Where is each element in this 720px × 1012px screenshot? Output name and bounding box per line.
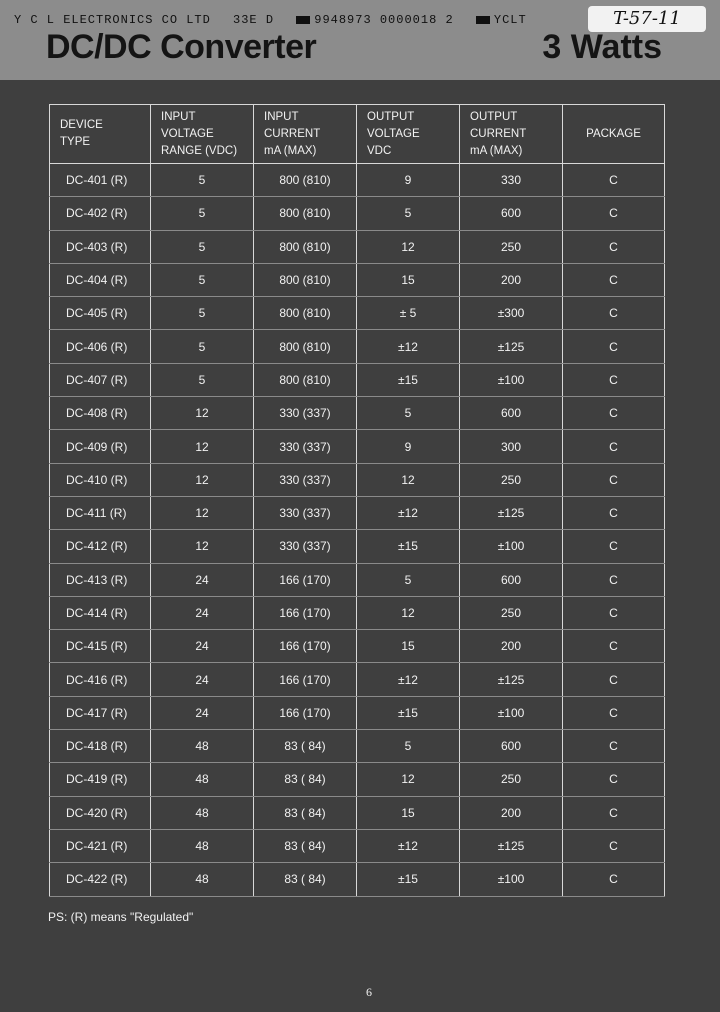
output-current-cell: 250 xyxy=(460,230,563,263)
package-cell: C xyxy=(563,596,665,629)
input-current-cell: 166 (170) xyxy=(254,563,357,596)
power-rating: 3 Watts xyxy=(542,28,662,66)
device-type-cell: DC-409 (R) xyxy=(50,430,151,463)
table-row xyxy=(50,596,665,629)
input-voltage-cell: 12 xyxy=(151,496,254,529)
scan-code-2: 9948973 0000018 2 xyxy=(314,13,454,27)
output-voltage-cell: 9 xyxy=(357,430,460,463)
table-row xyxy=(50,763,665,796)
package-cell: C xyxy=(563,463,665,496)
scan-code-1: 33E D xyxy=(233,13,275,27)
output-voltage-cell: ± 5 xyxy=(357,297,460,330)
output-voltage-cell: ±12 xyxy=(357,330,460,363)
device-type-cell: DC-417 (R) xyxy=(50,696,151,729)
input-voltage-cell: 5 xyxy=(151,197,254,230)
input-current-cell: 83 ( 84) xyxy=(254,763,357,796)
device-type-cell: DC-418 (R) xyxy=(50,730,151,763)
input-voltage-cell: 48 xyxy=(151,730,254,763)
input-voltage-cell: 48 xyxy=(151,796,254,829)
input-voltage-cell: 24 xyxy=(151,663,254,696)
table-row xyxy=(50,796,665,829)
input-voltage-cell: 5 xyxy=(151,330,254,363)
input-current-cell: 166 (170) xyxy=(254,630,357,663)
table-row xyxy=(50,563,665,596)
device-type-cell: DC-408 (R) xyxy=(50,397,151,430)
device-type-cell: DC-419 (R) xyxy=(50,763,151,796)
output-voltage-cell: ±12 xyxy=(357,496,460,529)
output-voltage-cell: 12 xyxy=(357,463,460,496)
handwritten-note: T-57-11 xyxy=(588,6,706,32)
device-type-cell: DC-407 (R) xyxy=(50,363,151,396)
col-output-voltage: OUTPUT VOLTAGE VDC xyxy=(357,105,460,164)
table-row xyxy=(50,330,665,363)
device-type-cell: DC-413 (R) xyxy=(50,563,151,596)
output-voltage-cell: 12 xyxy=(357,763,460,796)
table-row xyxy=(50,496,665,529)
table-row xyxy=(50,430,665,463)
input-voltage-cell: 12 xyxy=(151,530,254,563)
output-voltage-cell: ±15 xyxy=(357,530,460,563)
package-cell: C xyxy=(563,297,665,330)
table-row xyxy=(50,530,665,563)
input-voltage-cell: 24 xyxy=(151,563,254,596)
output-voltage-cell: 5 xyxy=(357,563,460,596)
barcode-mark-icon xyxy=(296,16,310,24)
output-voltage-cell: 5 xyxy=(357,397,460,430)
device-type-cell: DC-420 (R) xyxy=(50,796,151,829)
output-current-cell: 200 xyxy=(460,796,563,829)
input-current-cell: 83 ( 84) xyxy=(254,796,357,829)
output-voltage-cell: 12 xyxy=(357,596,460,629)
output-current-cell: 600 xyxy=(460,563,563,596)
table-row xyxy=(50,397,665,430)
input-current-cell: 330 (337) xyxy=(254,530,357,563)
input-voltage-cell: 5 xyxy=(151,363,254,396)
output-current-cell: ±100 xyxy=(460,696,563,729)
device-type-cell: DC-416 (R) xyxy=(50,663,151,696)
table-header-row xyxy=(50,105,665,164)
output-voltage-cell: ±15 xyxy=(357,363,460,396)
output-current-cell: 600 xyxy=(460,397,563,430)
page-number: 6 xyxy=(366,985,372,999)
device-type-cell: DC-412 (R) xyxy=(50,530,151,563)
input-voltage-cell: 48 xyxy=(151,829,254,862)
package-cell: C xyxy=(563,397,665,430)
input-current-cell: 166 (170) xyxy=(254,696,357,729)
package-cell: C xyxy=(563,430,665,463)
device-type-cell: DC-405 (R) xyxy=(50,297,151,330)
input-current-cell: 83 ( 84) xyxy=(254,863,357,896)
device-type-cell: DC-414 (R) xyxy=(50,596,151,629)
output-current-cell: ±125 xyxy=(460,829,563,862)
output-current-cell: 200 xyxy=(460,263,563,296)
table-row xyxy=(50,696,665,729)
package-cell: C xyxy=(563,863,665,896)
input-voltage-cell: 24 xyxy=(151,696,254,729)
output-current-cell: 250 xyxy=(460,463,563,496)
input-current-cell: 800 (810) xyxy=(254,297,357,330)
device-type-cell: DC-401 (R) xyxy=(50,164,151,197)
output-voltage-cell: 15 xyxy=(357,263,460,296)
input-voltage-cell: 24 xyxy=(151,630,254,663)
package-cell: C xyxy=(563,763,665,796)
table-row xyxy=(50,829,665,862)
table-row xyxy=(50,363,665,396)
package-cell: C xyxy=(563,197,665,230)
table-row xyxy=(50,863,665,896)
col-input-current: INPUT CURRENT mA (MAX) xyxy=(254,105,357,164)
input-voltage-cell: 48 xyxy=(151,863,254,896)
package-cell: C xyxy=(563,330,665,363)
output-current-cell: 330 xyxy=(460,164,563,197)
package-cell: C xyxy=(563,164,665,197)
col-output-current: OUTPUT CURRENT mA (MAX) xyxy=(460,105,563,164)
device-type-cell: DC-411 (R) xyxy=(50,496,151,529)
input-current-cell: 330 (337) xyxy=(254,463,357,496)
input-current-cell: 800 (810) xyxy=(254,197,357,230)
table-row xyxy=(50,164,665,197)
input-current-cell: 330 (337) xyxy=(254,397,357,430)
input-current-cell: 166 (170) xyxy=(254,596,357,629)
input-current-cell: 800 (810) xyxy=(254,164,357,197)
table-row xyxy=(50,263,665,296)
spec-table xyxy=(49,104,665,897)
table-row xyxy=(50,663,665,696)
device-type-cell: DC-403 (R) xyxy=(50,230,151,263)
col-device-type: DEVICE TYPE xyxy=(50,105,151,164)
package-cell: C xyxy=(563,263,665,296)
output-voltage-cell: 5 xyxy=(357,730,460,763)
input-current-cell: 800 (810) xyxy=(254,363,357,396)
output-current-cell: 250 xyxy=(460,763,563,796)
output-voltage-cell: ±15 xyxy=(357,863,460,896)
table-row xyxy=(50,197,665,230)
package-cell: C xyxy=(563,630,665,663)
input-current-cell: 83 ( 84) xyxy=(254,730,357,763)
table-row xyxy=(50,730,665,763)
package-cell: C xyxy=(563,563,665,596)
output-current-cell: 300 xyxy=(460,430,563,463)
input-current-cell: 166 (170) xyxy=(254,663,357,696)
input-voltage-cell: 5 xyxy=(151,297,254,330)
package-cell: C xyxy=(563,230,665,263)
output-voltage-cell: 12 xyxy=(357,230,460,263)
package-cell: C xyxy=(563,363,665,396)
output-current-cell: 600 xyxy=(460,197,563,230)
table-row xyxy=(50,463,665,496)
input-voltage-cell: 5 xyxy=(151,263,254,296)
input-voltage-cell: 12 xyxy=(151,430,254,463)
table-row xyxy=(50,230,665,263)
output-current-cell: ±300 xyxy=(460,297,563,330)
package-cell: C xyxy=(563,696,665,729)
device-type-cell: DC-402 (R) xyxy=(50,197,151,230)
output-current-cell: ±125 xyxy=(460,496,563,529)
input-voltage-cell: 12 xyxy=(151,397,254,430)
input-current-cell: 800 (810) xyxy=(254,330,357,363)
output-voltage-cell: 15 xyxy=(357,630,460,663)
output-voltage-cell: ±12 xyxy=(357,829,460,862)
output-voltage-cell: 5 xyxy=(357,197,460,230)
barcode-mark-icon xyxy=(476,16,490,24)
input-current-cell: 83 ( 84) xyxy=(254,829,357,862)
device-type-cell: DC-406 (R) xyxy=(50,330,151,363)
package-cell: C xyxy=(563,530,665,563)
output-voltage-cell: ±12 xyxy=(357,663,460,696)
package-cell: C xyxy=(563,730,665,763)
input-current-cell: 330 (337) xyxy=(254,430,357,463)
package-cell: C xyxy=(563,496,665,529)
input-voltage-cell: 5 xyxy=(151,230,254,263)
output-current-cell: 600 xyxy=(460,730,563,763)
input-current-cell: 800 (810) xyxy=(254,230,357,263)
device-type-cell: DC-422 (R) xyxy=(50,863,151,896)
output-current-cell: 200 xyxy=(460,630,563,663)
output-voltage-cell: ±15 xyxy=(357,696,460,729)
device-type-cell: DC-410 (R) xyxy=(50,463,151,496)
output-current-cell: 250 xyxy=(460,596,563,629)
device-type-cell: DC-404 (R) xyxy=(50,263,151,296)
col-input-voltage: INPUT VOLTAGE RANGE (VDC) xyxy=(151,105,254,164)
package-cell: C xyxy=(563,663,665,696)
output-voltage-cell: 15 xyxy=(357,796,460,829)
package-cell: C xyxy=(563,829,665,862)
input-voltage-cell: 48 xyxy=(151,763,254,796)
input-voltage-cell: 24 xyxy=(151,596,254,629)
scan-code-3: YCLT xyxy=(493,13,527,27)
input-current-cell: 330 (337) xyxy=(254,496,357,529)
input-current-cell: 800 (810) xyxy=(254,263,357,296)
output-current-cell: ±125 xyxy=(460,663,563,696)
footnote: PS: (R) means "Regulated" xyxy=(48,910,194,924)
output-current-cell: ±100 xyxy=(460,363,563,396)
device-type-cell: DC-415 (R) xyxy=(50,630,151,663)
header-strip xyxy=(0,0,720,80)
output-current-cell: ±125 xyxy=(460,330,563,363)
package-cell: C xyxy=(563,796,665,829)
output-voltage-cell: 9 xyxy=(357,164,460,197)
output-current-cell: ±100 xyxy=(460,530,563,563)
table-row xyxy=(50,630,665,663)
input-voltage-cell: 5 xyxy=(151,164,254,197)
page-title: DC/DC Converter xyxy=(46,28,317,66)
input-voltage-cell: 12 xyxy=(151,463,254,496)
col-package: PACKAGE xyxy=(563,105,665,164)
table-row xyxy=(50,297,665,330)
scan-header-line xyxy=(14,13,574,27)
company-name: Y C L ELECTRONICS CO LTD xyxy=(14,13,211,27)
output-current-cell: ±100 xyxy=(460,863,563,896)
device-type-cell: DC-421 (R) xyxy=(50,829,151,862)
